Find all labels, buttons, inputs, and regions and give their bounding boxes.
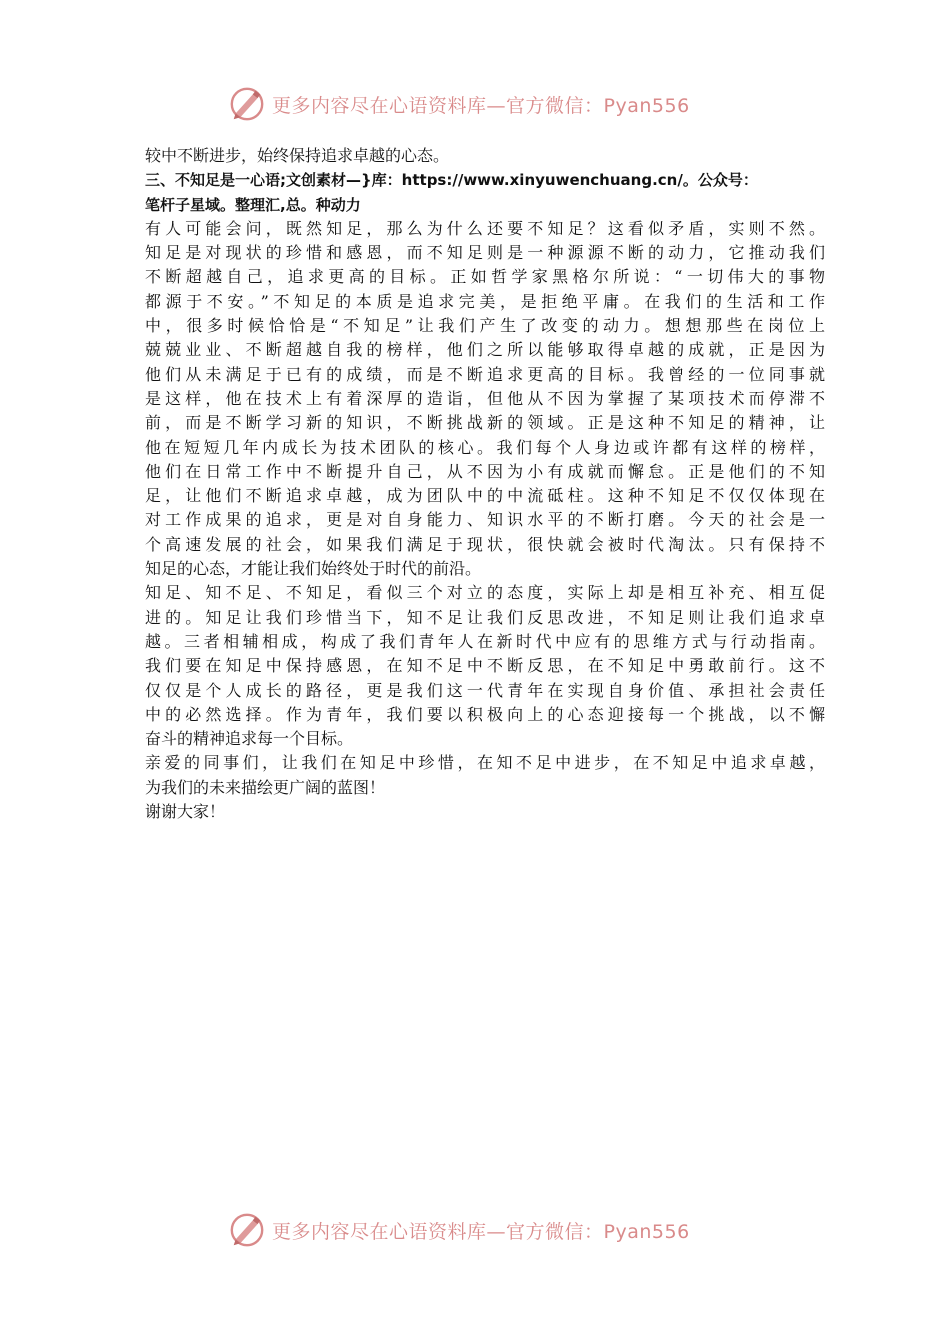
paragraph-line: 亲爱的同事们，让我们在知足中珍惜，在知不足中进步，在不知足中追求卓越，	[145, 753, 825, 773]
paragraph-line: 中的必然选择。作为青年，我们要以积极向上的心态迎接每一个挑战，以不懈	[145, 704, 825, 724]
paragraph-line: 都源于不安。”不知足的本质是追求完美，是拒绝平庸。在我们的生活和工作	[145, 291, 825, 311]
paragraph-line: 知足是对现状的珍惜和感恩，而不知足则是一种源源不断的动力，它推动我们	[145, 243, 825, 263]
paragraph-line: 知足、知不足、不知足，看似三个对立的态度，实际上却是相互补充、相互促	[145, 583, 825, 603]
paragraph-line: 为我们的未来描绘更广阔的蓝图！	[145, 777, 386, 797]
watermark-text	[272, 1217, 690, 1244]
watermark-wechat-id: Pyan556	[603, 94, 690, 117]
paragraph-line: 他在短短几年内成长为技术团队的核心。我们每个人身边或许都有这样的榜样，	[145, 437, 825, 457]
paragraph-line: 仅仅是个人成长的路径，更是我们这一代青年在实现自身价值、承担社会责任	[145, 680, 825, 700]
paragraph-line: 足，让他们不断追求卓越，成为团队中的中流砥柱。这种不知足不仅仅体现在	[145, 486, 825, 506]
section-heading-line: 笔杆子星域。整理汇,总。种动力	[145, 195, 361, 214]
paragraph-line: 知足的心态，才能让我们始终处于时代的前沿。	[145, 559, 482, 579]
watermark-footer	[228, 1210, 748, 1250]
paragraph-line: 他们从未满足于已有的成绩，而是不断追求更高的目标。我曾经的一位同事就	[145, 364, 825, 384]
paragraph-line: 前，而是不断学习新的知识，不断挑战新的领域。正是这种不知足的精神，让	[145, 413, 825, 433]
paragraph-line: 进的。知足让我们珍惜当下，知不足让我们反思改进，不知足则让我们追求卓	[145, 607, 825, 627]
watermark-label: 更多内容尽在心语资料库—官方微信：	[272, 94, 604, 117]
watermark-wechat-id: Pyan556	[603, 1220, 690, 1243]
paragraph-line: 奋斗的精神追求每一个目标。	[145, 729, 354, 749]
paragraph-line: 谢谢大家！	[145, 802, 226, 822]
document-body	[145, 144, 825, 824]
paragraph-line: 中，很多时候恰恰是“不知足”让我们产生了改变的动力。想想那些在岗位上	[145, 316, 825, 336]
paragraph-line: 对工作成果的追求，更是对自身能力、知识水平的不断打磨。今天的社会是一	[145, 510, 825, 530]
paragraph-line: 有人可能会问，既然知足，那么为什么还要不知足？这看似矛盾，实则不然。	[145, 218, 825, 238]
paragraph-line: 个高速发展的社会，如果我们满足于现状，很快就会被时代淘汰。只有保持不	[145, 534, 825, 554]
paragraph-line: 我们要在知足中保持感恩，在知不足中不断反思，在不知足中勇敢前行。这不	[145, 656, 825, 676]
paragraph-line: 是这样，他在技术上有着深厚的造诣，但他从不因为掌握了某项技术而停滞不	[145, 388, 825, 408]
section-heading-line[interactable]: 三、不知足是一心语;文创素材—}库：https://www.xinyuwenchuang.cn/。公众号：	[145, 171, 758, 190]
paragraph-line: 不断超越自己，追求更高的目标。正如哲学家黑格尔所说：“一切伟大的事物	[145, 267, 825, 287]
paragraph-line: 较中不断进步，始终保持追求卓越的心态。	[145, 146, 450, 165]
pen-logo-icon	[228, 1211, 266, 1249]
watermark-text	[272, 91, 690, 118]
paragraph-line: 兢兢业业、不断超越自我的榜样，他们之所以能够取得卓越的成就，正是因为	[145, 340, 825, 360]
paragraph-line: 越。三者相辅相成，构成了我们青年人在新时代中应有的思维方式与行动指南。	[145, 631, 825, 651]
pen-logo-icon	[228, 85, 266, 123]
paragraph-line: 他们在日常工作中不断提升自己，从不因为小有成就而懈怠。正是他们的不知	[145, 461, 825, 481]
watermark-header	[228, 84, 748, 124]
watermark-label: 更多内容尽在心语资料库—官方微信：	[272, 1220, 604, 1243]
